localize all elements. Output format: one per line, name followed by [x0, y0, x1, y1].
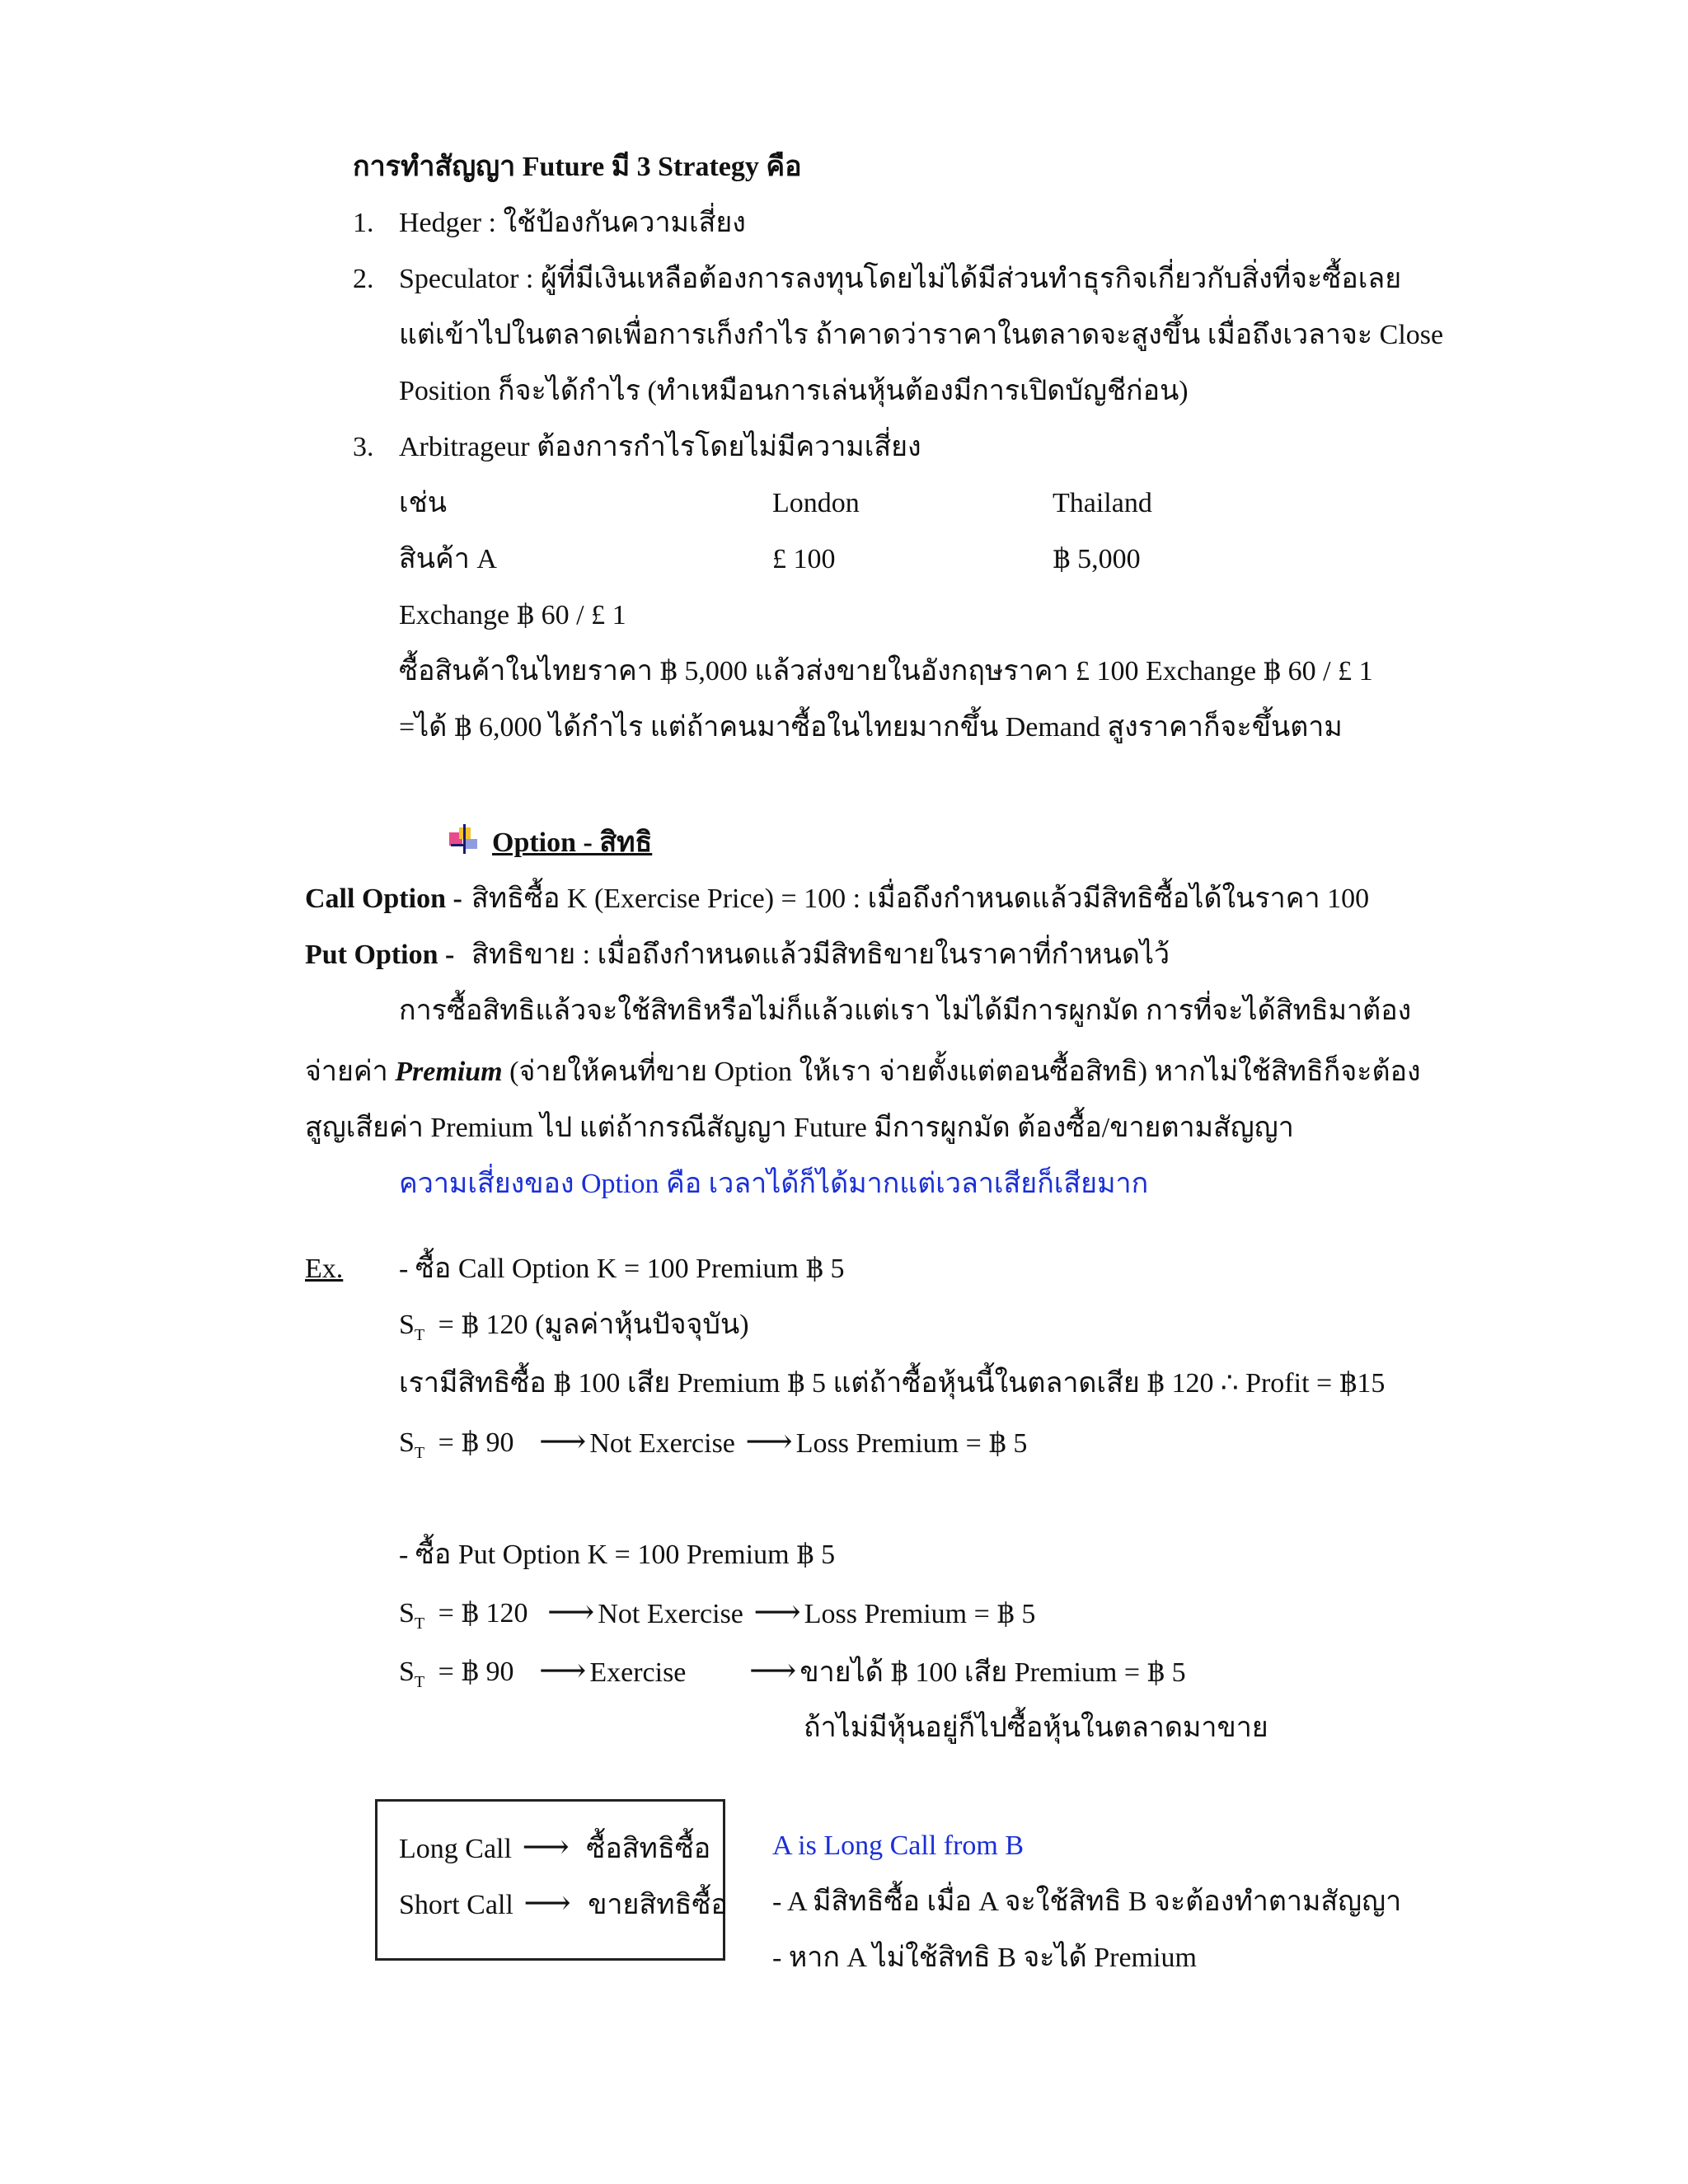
strategy-speculator-line-1: Speculator : ผู้ที่มีเงินเหลือต้องการลงทุนโดยไม่ได้มีส่วนทำธุรกิจเกี่ยวกับสิ่งที่จะซื้อเลย [399, 264, 1402, 294]
right-arrow-icon: ⟶ [539, 1422, 587, 1460]
put-st-90-value: = ฿ 90 [438, 1657, 514, 1687]
example-label: Ex. [305, 1254, 344, 1284]
st-subscript: T [414, 1615, 425, 1633]
call-st-120-line [399, 1309, 749, 1345]
right-arrow-icon: ⟶ [547, 1593, 595, 1630]
bullet-flag-icon [448, 823, 481, 855]
st-subscript: T [414, 1444, 425, 1462]
call-profit-line: เรามีสิทธิซื้อ ฿ 100 เสีย Premium ฿ 5 แต่ถ้าซื้อหุ้นนี้ในตลาดเสีย ฿ 120 ∴ Profit = ฿15 [399, 1368, 1386, 1399]
call-option-label: Call Option - [305, 883, 462, 914]
paragraph-line-2-post: (จ่ายให้คนที่ขาย Option ให้เรา จ่ายตั้งแต่ตอนซื้อสิทธิ) หากไม่ใช้สิทธิก็จะต้อง [509, 1057, 1421, 1087]
long-call-label: Long Call [399, 1834, 512, 1864]
put-sell-chain [746, 1651, 1186, 1690]
st-symbol: S [399, 1310, 415, 1340]
side-note-line-1: - A มีสิทธิซื้อ เมื่อ A จะใช้สิทธิ B จะต้องทำตามสัญญา [772, 1886, 1402, 1917]
loss-premium-text: Loss Premium = ฿ 5 [795, 1428, 1028, 1459]
put-buy-line: - ซื้อ Put Option K = 100 Premium ฿ 5 [399, 1540, 836, 1570]
strategy-arbitrageur: Arbitrageur ต้องการกำไรโดยไม่มีความเสี่ยง [399, 432, 921, 462]
put-option-definition: สิทธิขาย : เมื่อถึงกำหนดแล้วมีสิทธิขายในราคาที่กำหนดไว้ [471, 940, 1170, 970]
call-st-90-line [399, 1427, 513, 1463]
arbitrage-example-line-2: =ได้ ฿ 6,000 ได้กำไร แต่ถ้าคนมาซื้อในไทยมากขึ้น Demand สูงราคาก็จะขึ้นตาม [399, 712, 1343, 743]
long-call-row [399, 1827, 710, 1867]
option-section-title: Option - สิทธิ [492, 827, 653, 858]
risk-note: ความเสี่ยงของ Option คือ เวลาได้ก็ได้มากแต่เวลาเสียก็เสียมาก [399, 1169, 1149, 1199]
right-arrow-icon: ⟶ [522, 1828, 570, 1865]
call-option-definition: สิทธิซื้อ K (Exercise Price) = 100 : เมื่อถึงกำหนดแล้วมีสิทธิซื้อได้ในราคา 100 [471, 883, 1370, 914]
put-st-90-line [399, 1656, 513, 1692]
put-st-120-value: = ฿ 120 [438, 1598, 528, 1629]
table-cell-london-price: £ 100 [772, 544, 836, 574]
arbitrage-example-line-1: ซื้อสินค้าในไทยราคา ฿ 5,000 แล้วส่งขายในอังกฤษราคา £ 100 Exchange ฿ 60 / £ 1 [399, 656, 1373, 687]
long-call-meaning: ซื้อสิทธิซื้อ [586, 1834, 711, 1864]
table-header-example: เช่น [399, 488, 447, 518]
right-arrow-icon: ⟶ [523, 1884, 571, 1921]
right-arrow-icon: ⟶ [753, 1593, 801, 1630]
put-exercise-chain [536, 1651, 686, 1690]
short-call-row [399, 1883, 728, 1923]
st-symbol: S [399, 1427, 415, 1458]
call-not-exercise-chain [536, 1422, 1027, 1461]
exchange-rate: Exchange ฿ 60 / £ 1 [399, 600, 626, 630]
paragraph-line-1: การซื้อสิทธิแล้วจะใช้สิทธิหรือไม่ก็แล้วแต่เรา ไม่ได้มีการผูกมัด การที่จะได้สิทธิมาต้อง [399, 996, 1412, 1026]
call-definition-box [375, 1799, 725, 1961]
strategy-speculator-line-3: Position ก็จะได้กำไร (ทำเหมือนการเล่นหุ้นต้องมีการเปิดบัญชีก่อน) [399, 376, 1189, 406]
call-st-120-value: = ฿ 120 (มูลค่าหุ้นปัจจุบัน) [438, 1310, 749, 1340]
list-number-1: 1. [353, 208, 374, 238]
st-subscript: T [414, 1673, 425, 1691]
paragraph-line-2-pre: จ่ายค่า [305, 1057, 388, 1087]
st-symbol: S [399, 1598, 415, 1629]
sell-note: ถ้าไม่มีหุ้นอยู่ก็ไปซื้อหุ้นในตลาดมาขาย [804, 1713, 1268, 1743]
right-arrow-icon: ⟶ [745, 1422, 793, 1460]
right-arrow-icon: ⟶ [749, 1652, 797, 1689]
right-arrow-icon: ⟶ [539, 1652, 587, 1689]
side-note-line-2: - หาก A ไม่ใช้สิทธิ B จะได้ Premium [772, 1943, 1197, 1973]
strategy-speculator-line-2: แต่เข้าไปในตลาดเพื่อการเก็งกำไร ถ้าคาดว่าราคาในตลาดจะสูงขึ้น เมื่อถึงเวลาจะ Close [399, 320, 1444, 350]
table-cell-product: สินค้า A [399, 544, 497, 574]
put-option-label: Put Option - [305, 940, 455, 970]
side-note-title: A is Long Call from B [772, 1830, 1025, 1861]
table-header-london: London [772, 488, 860, 518]
paragraph-line-3: สูญเสียค่า Premium ไป แต่ถ้ากรณีสัญญา Future มีการผูกมัด ต้องซื้อ/ขายตามสัญญา [305, 1113, 1294, 1143]
strategy-hedger: Hedger : ใช้ป้องกันความเสี่ยง [399, 208, 746, 238]
loss-premium-text: Loss Premium = ฿ 5 [804, 1599, 1036, 1629]
short-call-meaning: ขายสิทธิซื้อ [588, 1890, 728, 1920]
list-number-3: 3. [353, 432, 374, 462]
sell-text: ขายได้ ฿ 100 เสีย Premium = ฿ 5 [799, 1657, 1186, 1688]
st-subscript: T [414, 1326, 425, 1344]
page-heading: การทำสัญญา Future มี 3 Strategy คือ [353, 152, 802, 182]
call-buy-line: - ซื้อ Call Option K = 100 Premium ฿ 5 [399, 1254, 845, 1284]
not-exercise-text: Not Exercise [598, 1599, 743, 1629]
premium-term: Premium [395, 1057, 503, 1087]
put-st-120-line [399, 1597, 528, 1633]
table-header-thailand: Thailand [1053, 488, 1152, 518]
table-cell-thailand-price: ฿ 5,000 [1053, 544, 1141, 574]
st-symbol: S [399, 1657, 415, 1687]
list-number-2: 2. [353, 264, 374, 294]
short-call-label: Short Call [399, 1890, 513, 1920]
paragraph-line-2 [305, 1056, 1421, 1090]
not-exercise-text: Not Exercise [589, 1428, 735, 1459]
exercise-text: Exercise [589, 1657, 687, 1688]
put-not-exercise-chain [544, 1592, 1035, 1632]
call-st-90-value: = ฿ 90 [438, 1427, 514, 1458]
